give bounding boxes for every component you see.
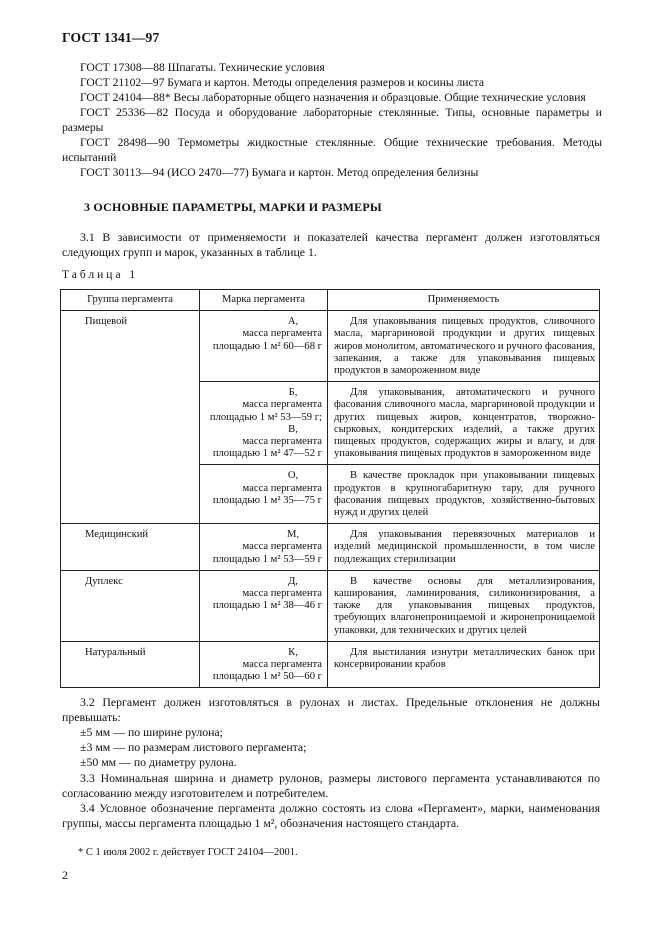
header-use: Применяемость [328,290,600,311]
footnote: * С 1 июля 2002 г. действует ГОСТ 24104—2001. [78,847,298,858]
cell-mark: Б, масса пергамента площадью 1 м² 53—59 г; В, масса пергамента площадью 1 м² 47—52 г [200,382,328,465]
cell-mark: М, масса пергамента площадью 1 м² 53—59 г [200,524,328,571]
table-row [61,641,600,688]
cell-use: Для упаковывания, автоматического и ручного фасования сливочного масла, маргариновой продукции и других пищевых жиров, концентратов, творожно-сырковых, кондитерских изделий, а также других пищевых продуктов, содержащих жиры и влагу, и для упаковывания пищевых продуктов в замороженном виде [328,382,600,465]
table-caption: Таблица 1 [62,269,139,281]
cell-use: Для выстилания изнутри металлических банок при консервировании крабов [328,641,600,688]
cell-use: В качестве прокладок при упаковывании пищевых продуктов в крупногабаритную тару, для ручного фасования пищевых продуктов, хозяйственно-бытовых нужд и других целей [328,465,600,524]
paragraph-3-3: 3.3 Номинальная ширина и диаметр рулонов, размеры листового пергамента устанавливаются по согласованию между изготовителем и потребителем. [62,771,600,800]
paragraph-3-4: 3.4 Условное обозначение пергамента должно состоять из слова «Пергамент», марки, наименования группы, массы пергамента площадью 1 м², обозначения настоящего стандарта. [62,801,600,830]
cell-mark: А, масса пергамента площадью 1 м² 60—68 г [200,311,328,382]
cell-mark: К, масса пергамента площадью 1 м² 50—60 г [200,641,328,688]
table-row [61,524,600,571]
table-row [61,311,600,382]
cell-group: Дуплекс [61,570,200,641]
paragraph-3-2: 3.2 Пергамент должен изготовляться в рулонах и листах. Предельные отклонения не должны превышать: [62,695,600,724]
page-number: 2 [62,868,68,882]
section-title: 3 ОСНОВНЫЕ ПАРАМЕТРЫ, МАРКИ И РАЗМЕРЫ [84,200,382,214]
list-item: ±50 мм — по диаметру рулона. [80,755,237,769]
reference-item: ГОСТ 30113—94 (ИСО 2470—77) Бумага и картон. Метод определения белизны [80,166,479,179]
cell-use: В качестве основы для металлизирования, каширования, ламинирования, силиконизирования, а также для упаковывания пищевых продуктов, требующих влагонепроницаемой и жиронепроницаемой упаковки, для технических и других целей [328,570,600,641]
cell-group: Пищевой [61,311,200,524]
cell-use: Для упаковывания перевязочных материалов и изделий медицинской промышленности, в том числе подлежащих стерилизации [328,524,600,571]
cell-use: Для упаковывания пищевых продуктов, сливочного масла, маргариновой продукции и других пищевых жиров монолитом, автоматического и ручного фасования, запекания, а также для упаковывания пищевых продуктов в замороженном виде [328,311,600,382]
reference-item: ГОСТ 28498—90 Термометры жидкостные стеклянные. Общие технические требования. Методы испытаний [62,136,602,164]
list-item: ±5 мм — по ширине рулона; [80,725,223,739]
cell-mark: О, масса пергамента площадью 1 м² 35—75 г [200,465,328,524]
normative-references [62,60,602,180]
cell-group: Натуральный [61,641,200,688]
reference-item: ГОСТ 24104—88* Весы лабораторные общего назначения и образцовые. Общие технические условия [80,91,586,104]
list-item: ±3 мм — по размерам листового пергамента; [80,740,307,754]
cell-mark: Д, масса пергамента площадью 1 м² 38—46 г [200,570,328,641]
reference-item: ГОСТ 21102—97 Бумага и картон. Методы определения размеров и косины листа [80,76,485,89]
reference-item: ГОСТ 25336—82 Посуда и оборудование лабораторные стеклянные. Типы, основные параметры и размеры [62,106,602,134]
header-mark: Марка пергамента [200,290,328,311]
table-header-row [61,290,600,311]
reference-item: ГОСТ 17308—88 Шпагаты. Технические условия [80,61,325,74]
header-group: Группа пергамента [61,290,200,311]
parchment-table [60,289,600,688]
tolerance-list [80,725,306,770]
paragraph-3-1: 3.1 В зависимости от применяемости и показателей качества пергамент должен изготовляться следующих групп и марок, указанных в таблице 1. [62,230,600,259]
cell-group: Медицинский [61,524,200,571]
table-row [61,570,600,641]
document-header: ГОСТ 1341—97 [62,30,160,45]
